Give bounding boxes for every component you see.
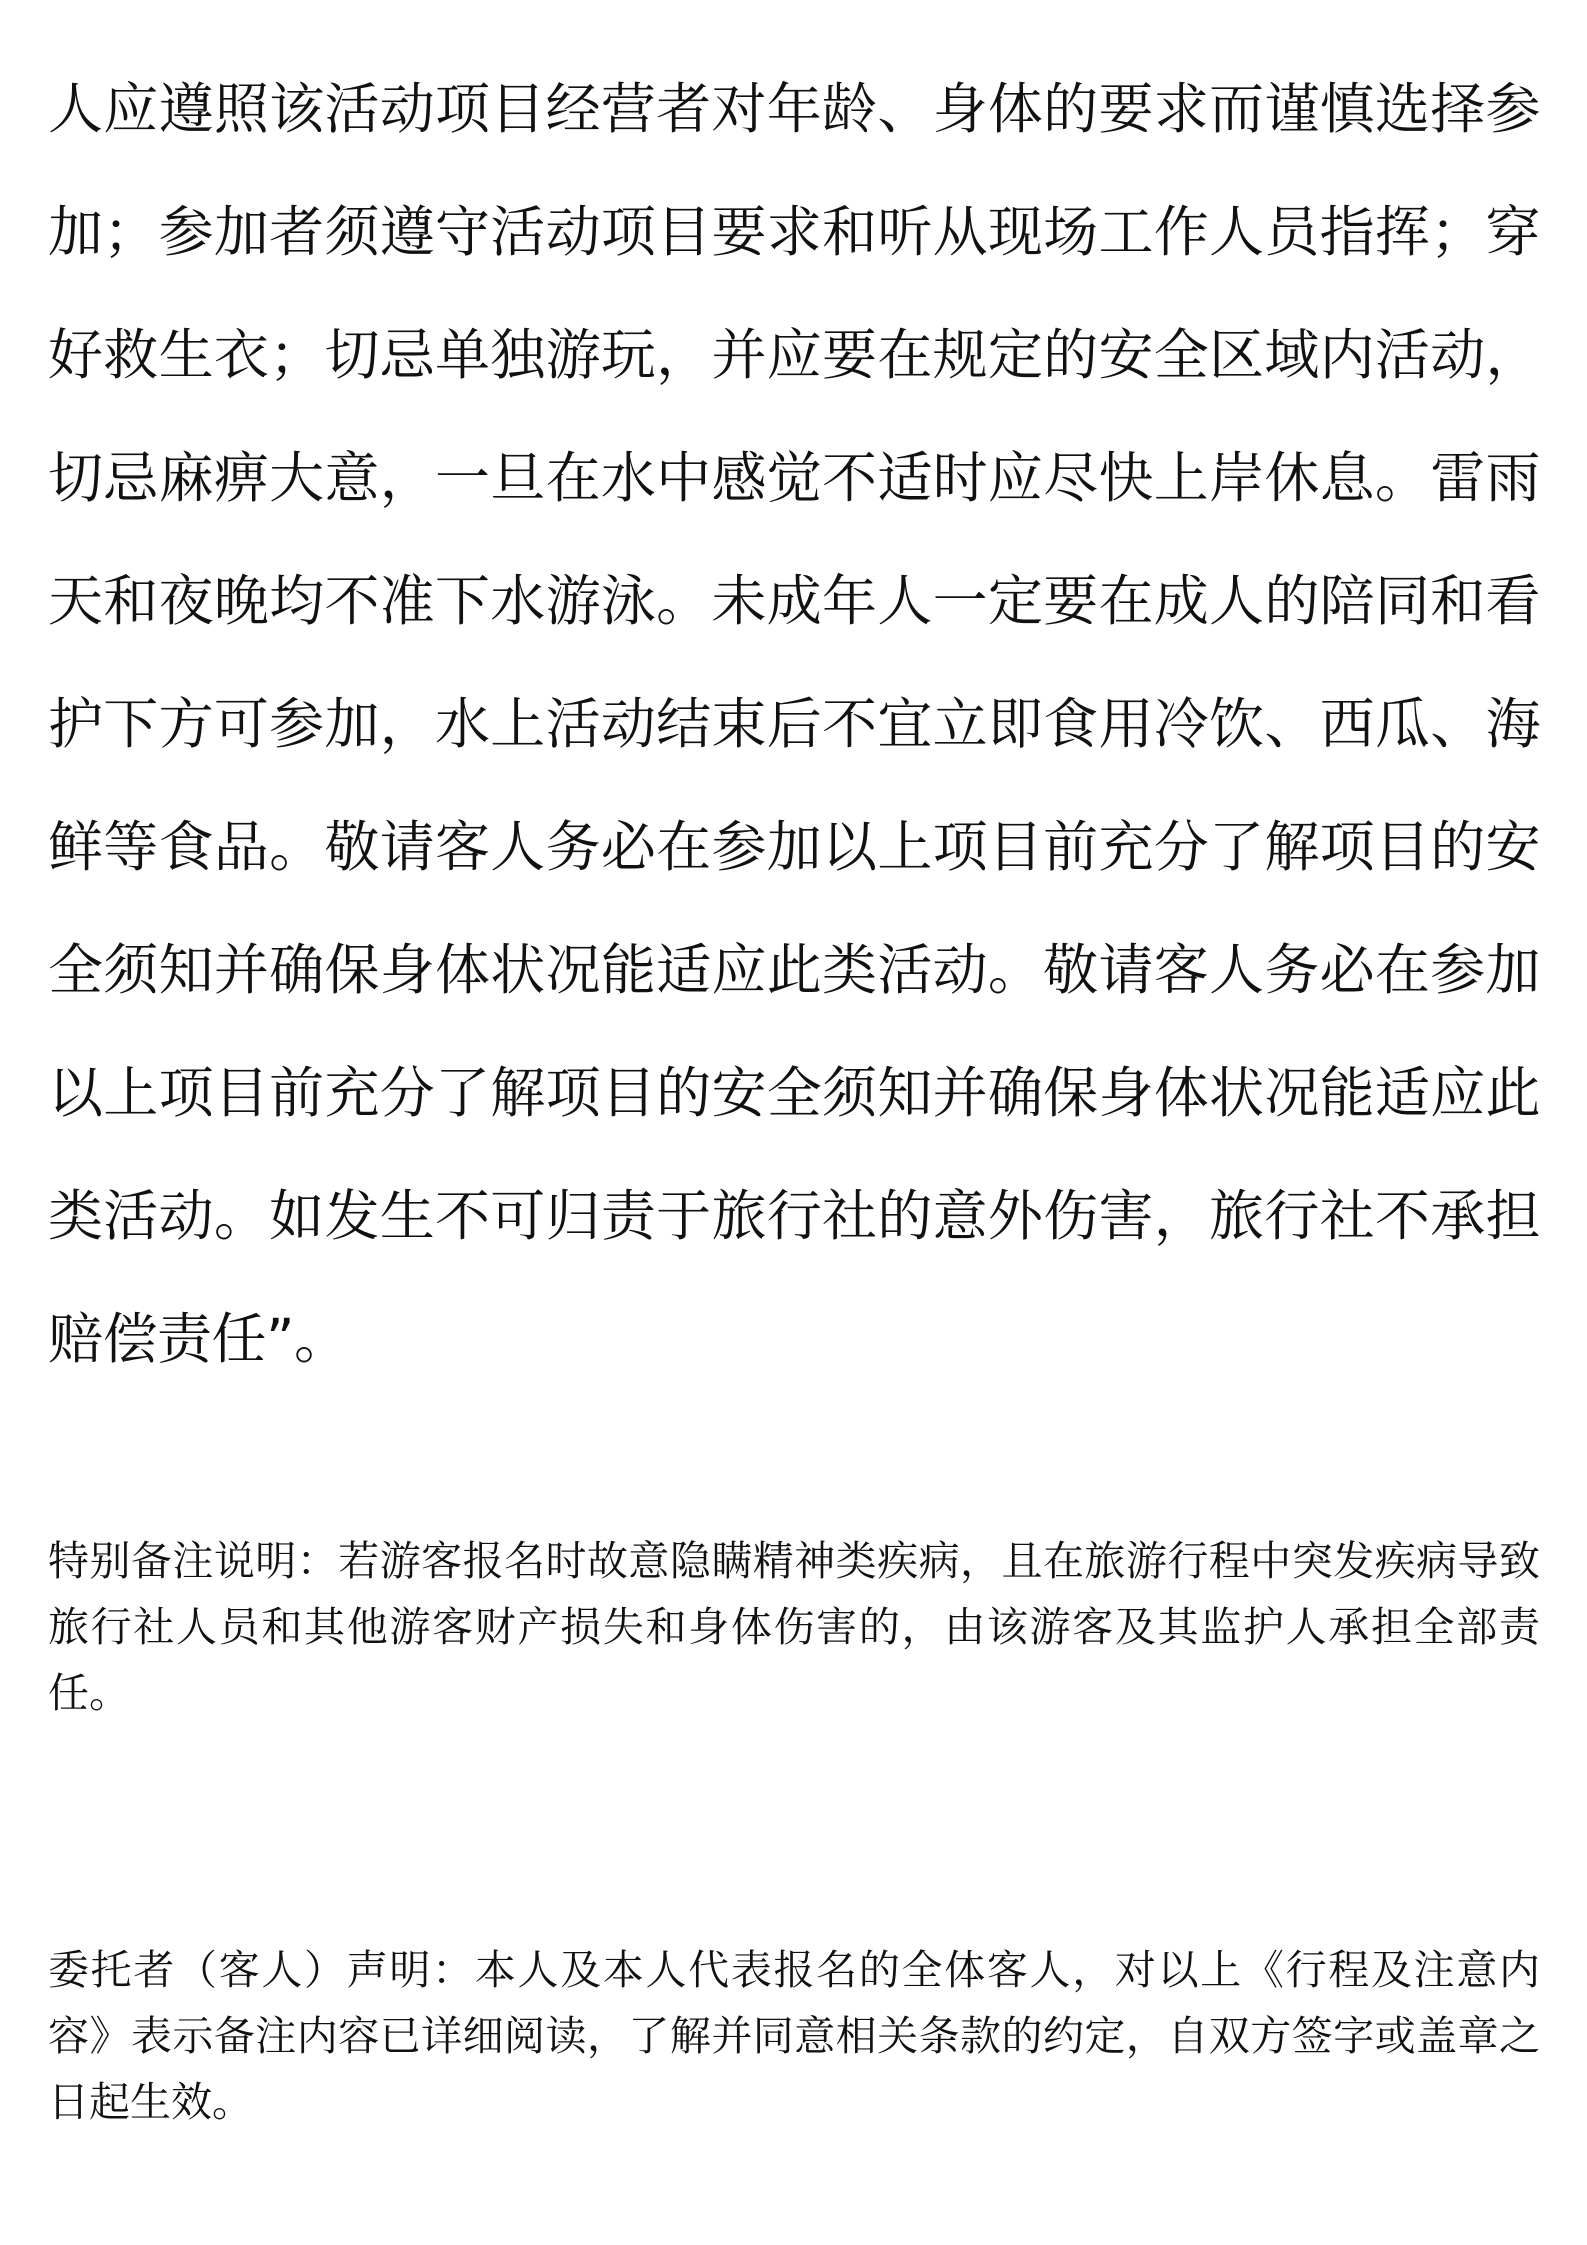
- client-statement-section: [48, 1937, 1540, 2135]
- special-note-section: [48, 1528, 1540, 1726]
- safety-notice-paragraph: 人应遵照该活动项目经营者对年龄、身体的要求而谨慎选择参加；参加者须遵守活动项目要求和听从现场工作人员指挥；穿好救生衣；切忌单独游玩，并应要在规定的安全区域内活动，切忌麻痹大意，一旦在水中感觉不适时应尽快上岸休息。雷雨天和夜晚均不准下水游泳。未成年人一定要在成人的陪同和看护下方可参加，水上活动结束后不宜立即食用冷饮、西瓜、海鲜等食品。敬请客人务必在参加以上项目前充分了解项目的安全须知并确保身体状况能适应此类活动。敬请客人务必在参加以上项目前充分了解项目的安全须知并确保身体状况能适应此类活动。如发生不可归责于旅行社的意外伤害，旅行社不承担赔偿责任”。: [48, 77, 1540, 1371]
- document-body: [48, 48, 1540, 1401]
- client-statement-paragraph: 委托者（客人）声明：本人及本人代表报名的全体客人，对以上《行程及注意内容》表示备注内容已详细阅读，了解并同意相关条款的约定，自双方签字或盖章之日起生效。: [48, 1946, 1540, 2126]
- special-note-paragraph: 特别备注说明：若游客报名时故意隐瞒精神类疾病，且在旅游行程中突发疾病导致旅行社人员和其他游客财产损失和身体伤害的，由该游客及其监护人承担全部责任。: [48, 1537, 1540, 1717]
